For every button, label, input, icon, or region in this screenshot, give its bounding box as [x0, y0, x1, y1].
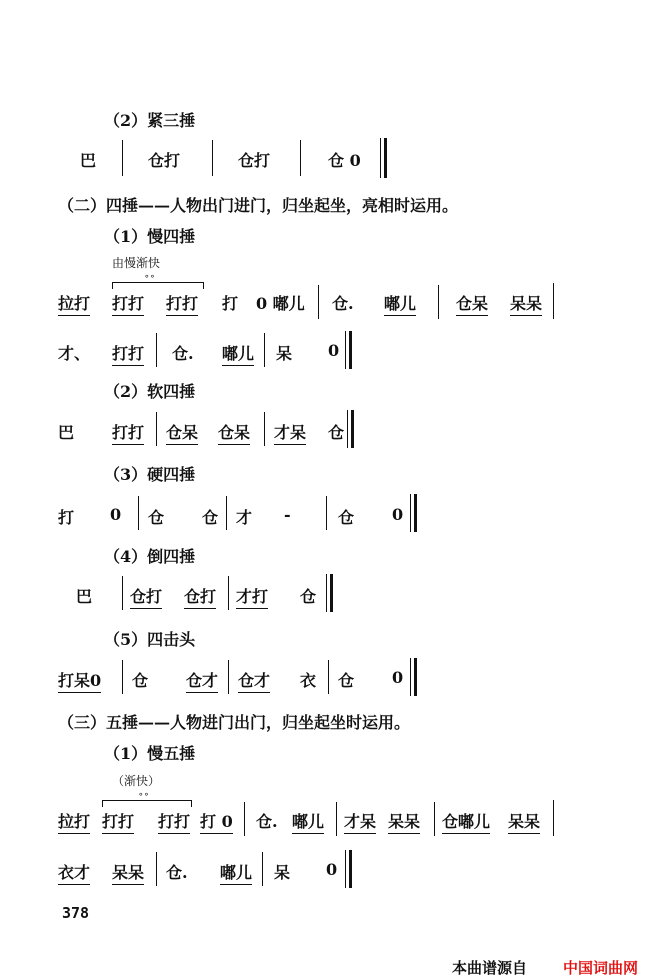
- beat-token: 呆呆: [112, 860, 144, 885]
- final-barline-thick: [414, 658, 417, 696]
- beat-token: 仓呆: [218, 420, 250, 445]
- barline: [318, 285, 319, 319]
- beat-token: -: [284, 505, 291, 524]
- barline: [122, 576, 123, 610]
- barline: [212, 140, 213, 176]
- barline: [156, 333, 157, 367]
- beat-token: 呆: [274, 863, 291, 882]
- beat-token: 呆呆: [388, 809, 420, 834]
- barline: [262, 852, 263, 886]
- beat-token: 0: [110, 505, 122, 524]
- final-barline-thick: [384, 138, 387, 178]
- beat-token: 打打: [112, 420, 144, 445]
- beat-token: 打 0: [200, 809, 233, 834]
- barline: [156, 852, 157, 886]
- beat-token: 衣才: [58, 860, 90, 885]
- beat-token: 才、: [58, 344, 91, 363]
- barline: [438, 285, 439, 319]
- beat-token: 呆呆: [508, 809, 540, 834]
- beat-token: 打打: [112, 341, 144, 366]
- beat-token: 仓嘟儿: [442, 809, 490, 834]
- beat-token: 才: [236, 508, 253, 527]
- section-heading-man-si-chui: （1）慢四捶: [104, 227, 196, 246]
- beat-token: 仓: [132, 671, 149, 690]
- beat-token: 衣: [300, 671, 317, 690]
- section-heading-si-ji-tou: （5）四击头: [104, 630, 196, 649]
- beat-token: 打打: [166, 291, 198, 316]
- barline: [156, 412, 157, 446]
- beat-token: 嘟儿: [292, 809, 324, 834]
- final-barline-thick: [330, 574, 333, 612]
- beat-token: 仓: [300, 587, 317, 606]
- beat-token: 打呆0: [58, 668, 101, 693]
- beat-token: 拉打: [58, 809, 90, 834]
- beat-token: 才呆: [274, 420, 306, 445]
- final-barline: [326, 574, 327, 612]
- beat-token: 打打: [158, 809, 190, 834]
- barline: [244, 802, 245, 836]
- tie-arc: [102, 800, 192, 807]
- barline: [434, 802, 435, 836]
- barline: [228, 660, 229, 694]
- beat-token: 仓: [202, 508, 219, 527]
- beat-token: 仓打: [238, 151, 271, 170]
- beat-token: 0: [392, 668, 404, 687]
- beat-token: 仓: [148, 508, 165, 527]
- barline: [328, 660, 329, 694]
- section-heading-si-chui: （二）四捶——人物出门进门，归坐起坐，亮相时运用。: [58, 196, 459, 215]
- beat-token: 呆: [276, 344, 293, 363]
- tempo-note: 由慢渐快: [112, 256, 161, 270]
- beat-token: 仓.: [256, 812, 278, 831]
- tempo-note: （渐快）: [112, 774, 161, 788]
- beat-token: 0: [326, 860, 338, 879]
- beat-token: 呆呆: [510, 291, 542, 316]
- beat-token: 打: [222, 294, 239, 313]
- final-barline-thick: [349, 850, 352, 888]
- barline: [122, 140, 123, 176]
- barline: [226, 496, 227, 530]
- barline: [264, 333, 265, 367]
- beat-token: 仓.: [172, 344, 194, 363]
- beat-token: 仓 0: [328, 151, 361, 170]
- section-heading-wu-chui: （三）五捶——人物进门出门，归坐起坐时运用。: [58, 713, 411, 732]
- barline: [336, 802, 337, 836]
- final-barline: [345, 331, 346, 369]
- beat-token: 仓呆: [456, 291, 488, 316]
- beat-token: 嘟儿: [222, 341, 254, 366]
- beat-token: 仓.: [166, 863, 188, 882]
- final-barline-thick: [414, 494, 417, 532]
- section-heading-ying-si-chui: （3）硬四捶: [104, 465, 196, 484]
- beat-token: 仓.: [332, 294, 354, 313]
- beat-token: 拉打: [58, 291, 90, 316]
- beat-token: 仓: [338, 671, 355, 690]
- beat-token: 巴: [80, 151, 97, 170]
- beat-token: 仓打: [130, 584, 162, 609]
- barline: [122, 660, 123, 694]
- watermark-source-label: 本曲谱源自: [452, 959, 528, 977]
- section-heading-dao-si-chui: （4）倒四捶: [104, 547, 196, 566]
- beat-token: 0: [328, 341, 340, 360]
- barline: [264, 412, 265, 446]
- barline: [326, 496, 327, 530]
- barline: [300, 140, 301, 176]
- barline: [228, 576, 229, 610]
- beat-token: 嘟儿: [220, 860, 252, 885]
- beat-token: 仓: [328, 423, 345, 442]
- final-barline: [345, 850, 346, 888]
- final-barline: [347, 410, 348, 448]
- page-number: 378: [62, 904, 90, 922]
- barline: [553, 800, 554, 836]
- beat-token: 仓: [338, 508, 355, 527]
- beat-token: 才呆: [344, 809, 376, 834]
- beat-token: 打: [58, 508, 75, 527]
- dots-marker: ∘∘: [144, 272, 156, 282]
- beat-token: 才打: [236, 584, 268, 609]
- section-heading-ruan-si-chui: （2）软四捶: [104, 382, 196, 401]
- final-barline: [410, 494, 411, 532]
- barline: [553, 283, 554, 319]
- watermark-site-name: 中国词曲网: [563, 959, 639, 977]
- section-heading-man-wu-chui: （1）慢五捶: [104, 744, 196, 763]
- beat-token: 仓打: [148, 151, 181, 170]
- section-heading-jin-san-chui: （2）紧三捶: [104, 111, 196, 130]
- beat-token: 嘟儿: [384, 291, 416, 316]
- beat-token: 巴: [58, 423, 75, 442]
- beat-token: 仓才: [186, 668, 218, 693]
- final-barline: [410, 658, 411, 696]
- beat-token: 巴: [76, 587, 93, 606]
- beat-token: 仓呆: [166, 420, 198, 445]
- beat-token: 0 嘟儿: [256, 294, 305, 313]
- dots-marker: ∘∘: [138, 790, 150, 800]
- beat-token: 0: [392, 505, 404, 524]
- final-barline-thick: [351, 410, 354, 448]
- final-barline: [380, 138, 381, 178]
- beat-token: 打打: [102, 809, 134, 834]
- final-barline-thick: [349, 331, 352, 369]
- tie-arc: [112, 282, 204, 289]
- beat-token: 打打: [112, 291, 144, 316]
- beat-token: 仓才: [238, 668, 270, 693]
- beat-token: 仓打: [184, 584, 216, 609]
- barline: [138, 496, 139, 530]
